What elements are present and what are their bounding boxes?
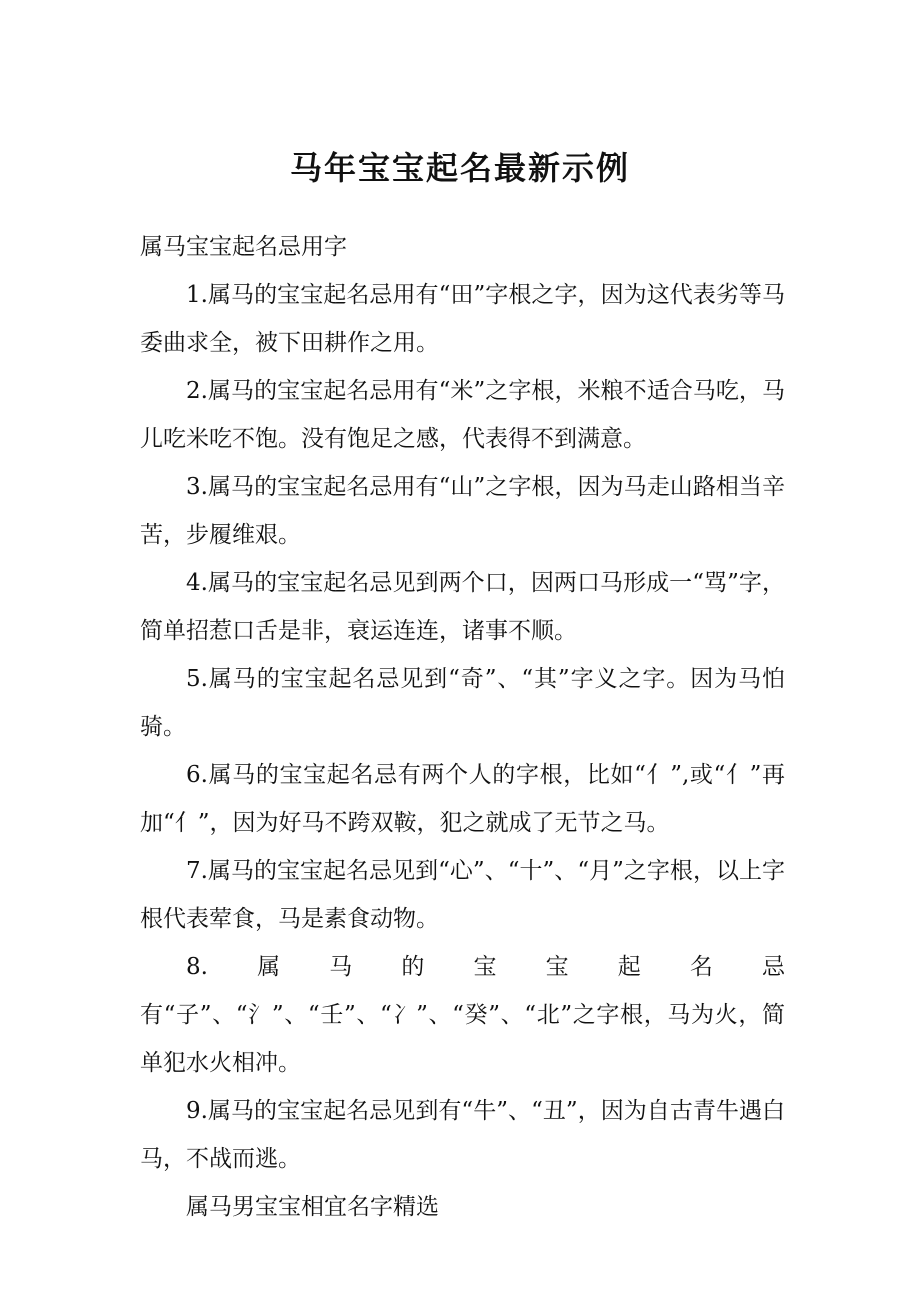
taboo-item-4: 4.属马的宝宝起名忌见到两个口，因两口马形成一“骂”字，简单招惹口舌是非，衰运连连，诸事不顺。 — [140, 570, 785, 644]
taboo-item-6: 6.属马的宝宝起名忌有两个人的字根，比如“亻”,或“亻”再加“亻”，因为好马不跨双鞍，犯之就成了无节之马。 — [140, 762, 785, 836]
section-heading-names: 属马男宝宝相宜名字精选 — [186, 1194, 439, 1220]
document-body — [140, 223, 785, 1231]
taboo-item-7: 7.属马的宝宝起名忌见到“心”、“十”、“月”之字根，以上字根代表荤食，马是素食动物。 — [140, 858, 785, 932]
taboo-item-2: 2.属马的宝宝起名忌用有“米”之字根，米粮不适合马吃，马儿吃米吃不饱。没有饱足之感，代表得不到满意。 — [140, 378, 785, 452]
taboo-item-9: 9.属马的宝宝起名忌见到有“牛”、“丑”，因为自古青牛遇白马，不战而逃。 — [140, 1098, 785, 1172]
section-heading-taboo: 属马宝宝起名忌用字 — [140, 234, 347, 260]
document-title: 马年宝宝起名最新示例 — [289, 149, 630, 187]
taboo-item-5: 5.属马的宝宝起名忌见到“奇”、“其”字义之字。因为马怕骑。 — [140, 666, 785, 740]
taboo-item-3: 3.属马的宝宝起名忌用有“山”之字根，因为马走山路相当辛苦，步履维艰。 — [140, 474, 785, 548]
taboo-item-8: 8.属马的宝宝起名忌有“子”、“氵”、“壬”、“冫”、“癸”、“北”之字根，马为火，简单犯水火相冲。 — [140, 954, 785, 1076]
taboo-item-1: 1.属马的宝宝起名忌用有“田”字根之字，因为这代表劣等马委曲求全，被下田耕作之用。 — [140, 282, 785, 356]
